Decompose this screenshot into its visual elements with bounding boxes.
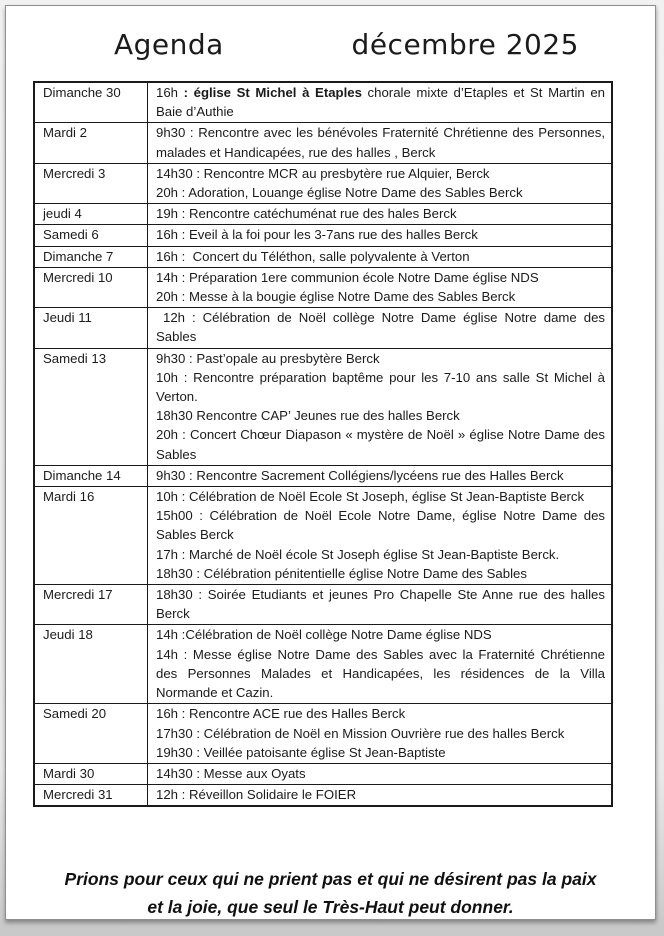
day-cell: Mercredi 17 xyxy=(34,585,148,625)
event-entry: 15h00 : Célébration de Noël Ecole Notre Dame, église Notre Dame des Sables Berck xyxy=(156,508,609,543)
agenda-row xyxy=(34,785,612,807)
agenda-row xyxy=(34,465,612,486)
events-cell xyxy=(148,465,613,486)
event-entry: 14h : Messe église Notre Dame des Sables avec la Fraternité Chrétienne des Personnes Malades et Handicapées, les résidences de la Villa Normande et Cazin. xyxy=(156,646,609,701)
agenda-row xyxy=(34,308,612,348)
events-cell xyxy=(148,204,613,225)
agenda-row xyxy=(34,123,612,163)
event-entry: 14h30 : Messe aux Oyats xyxy=(156,765,306,781)
events-cell xyxy=(148,267,613,307)
day-cell: Dimanche 7 xyxy=(34,246,148,267)
event-entry: 19h30 : Veillée patoisante église St Jean-Baptiste xyxy=(156,744,446,760)
prayer-line-1: Prions pour ceux qui ne prient pas et qui ne désirent pas la paix xyxy=(64,869,597,890)
event-entry: 9h30 : Rencontre avec les bénévoles Fraternité Chrétienne des Personnes, malades et Handicapées, rue des halles , Berck xyxy=(156,125,609,160)
events-cell xyxy=(148,308,613,348)
day-cell: Mardi 16 xyxy=(34,487,148,585)
event-entry: 14h : Préparation 1ere communion école Notre Dame église NDS xyxy=(156,269,539,285)
events-cell xyxy=(148,785,613,807)
prayer-text xyxy=(6,865,655,921)
event-entry: 17h : Marché de Noël école St Joseph église St Jean-Baptiste Berck. xyxy=(156,546,560,562)
day-cell: Samedi 13 xyxy=(34,348,148,465)
agenda-row xyxy=(34,348,612,465)
day-cell: Samedi 6 xyxy=(34,225,148,246)
event-entry: 9h30 : Past’opale au presbytère Berck xyxy=(156,350,380,366)
day-cell: Mercredi 3 xyxy=(34,163,148,203)
events-cell xyxy=(148,348,613,465)
events-cell xyxy=(148,246,613,267)
events-cell xyxy=(148,763,613,784)
event-entry: 20h : Adoration, Louange église Notre Dame des Sables Berck xyxy=(156,185,523,201)
event-entry: 17h30 : Célébration de Noël en Mission Ouvrière rue des halles Berck xyxy=(156,725,565,741)
event-entry: 12h : Célébration de Noël collège Notre Dame église Notre dame des Sables xyxy=(156,310,609,345)
event-entry: 20h : Messe à la bougie église Notre Dame des Sables Berck xyxy=(156,289,516,305)
events-cell xyxy=(148,82,613,123)
agenda-row xyxy=(34,267,612,307)
event-entry: 14h :Célébration de Noël collège Notre Dame église NDS xyxy=(156,627,492,643)
event-entry-bold-segment: : église St Michel à Etaples xyxy=(183,85,362,100)
event-entry: 18h30 : Soirée Etudiants et jeunes Pro Chapelle Ste Anne rue des halles Berck xyxy=(156,587,609,622)
agenda-table xyxy=(33,81,613,807)
day-cell: Samedi 20 xyxy=(34,704,148,764)
events-cell xyxy=(148,585,613,625)
event-entry: 16h : Eveil à la foi pour les 3-7ans rue des halles Berck xyxy=(156,227,478,243)
event-entry: 12h : Réveillon Solidaire le FOIER xyxy=(156,787,357,803)
day-cell: Jeudi 18 xyxy=(34,625,148,704)
event-entry: 16h : Rencontre ACE rue des Halles Berck xyxy=(156,706,406,722)
day-cell: Dimanche 30 xyxy=(34,82,148,123)
day-cell: Jeudi 11 xyxy=(34,308,148,348)
agenda-row xyxy=(34,246,612,267)
event-entry: 10h : Célébration de Noël Ecole St Joseph, église St Jean-Baptiste Berck xyxy=(156,489,585,505)
agenda-row xyxy=(34,225,612,246)
agenda-row xyxy=(34,585,612,625)
agenda-row xyxy=(34,82,612,123)
event-entry: 18h30 Rencontre CAP’ Jeunes rue des halles Berck xyxy=(156,408,460,424)
event-entry: 9h30 : Rencontre Sacrement Collégiens/lycéens rue des Halles Berck xyxy=(156,467,564,483)
day-cell: Dimanche 14 xyxy=(34,465,148,486)
event-entry: 20h : Concert Chœur Diapason « mystère de Noël » église Notre Dame des Sables xyxy=(156,427,609,462)
event-entry: 10h : Rencontre préparation baptême pour les 7-10 ans salle St Michel à Verton. xyxy=(156,369,609,405)
day-cell: jeudi 4 xyxy=(34,204,148,225)
day-cell: Mardi 2 xyxy=(34,123,148,163)
agenda-row xyxy=(34,625,612,704)
document-title xyxy=(6,28,655,61)
agenda-row xyxy=(34,763,612,784)
events-cell xyxy=(148,163,613,203)
document-page xyxy=(5,5,656,920)
event-entry: 16h : Concert du Téléthon, salle polyvalente à Verton xyxy=(156,248,470,264)
events-cell xyxy=(148,625,613,704)
events-cell xyxy=(148,225,613,246)
agenda-row xyxy=(34,204,612,225)
event-entry xyxy=(156,83,609,121)
events-cell xyxy=(148,704,613,764)
events-cell xyxy=(148,487,613,585)
day-cell: Mercredi 10 xyxy=(34,267,148,307)
title-month-year: décembre 2025 xyxy=(351,28,579,61)
event-entry: 18h30 : Célébration pénitentielle église Notre Dame des Sables xyxy=(156,565,527,581)
day-cell: Mercredi 31 xyxy=(34,785,148,807)
agenda-table-body xyxy=(34,82,612,806)
event-entry-segment: 16h xyxy=(156,85,184,100)
prayer-line-2: et la joie, que seul le Très-Haut peut donner. xyxy=(147,897,514,918)
day-cell: Mardi 30 xyxy=(34,763,148,784)
agenda-row xyxy=(34,487,612,585)
agenda-row xyxy=(34,704,612,764)
title-agenda: Agenda xyxy=(114,28,224,61)
agenda-row xyxy=(34,163,612,203)
event-entry: 14h30 : Rencontre MCR au presbytère rue Alquier, Berck xyxy=(156,165,490,181)
events-cell xyxy=(148,123,613,163)
event-entry-segment: chorale mixte d’Etaples et St Martin en Baie d’Authie xyxy=(156,85,609,120)
event-entry: 19h : Rencontre catéchuménat rue des hales Berck xyxy=(156,206,457,222)
